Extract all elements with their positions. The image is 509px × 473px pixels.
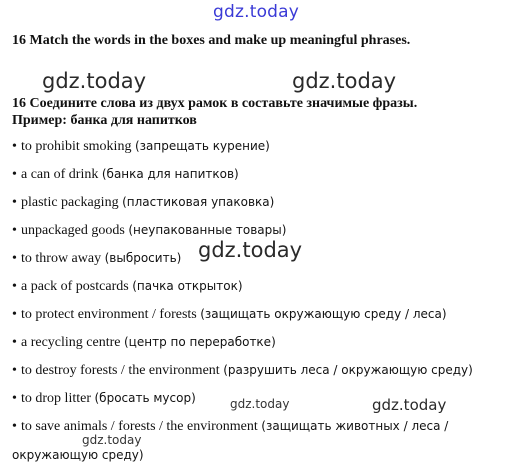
phrase-translation: (банка для напитков) bbox=[101, 167, 239, 181]
phrase-item bbox=[12, 168, 239, 182]
phrase-item bbox=[12, 224, 286, 238]
phrase-english: to drop litter bbox=[21, 391, 91, 406]
bullet: • bbox=[12, 195, 17, 210]
phrase-translation: (неупакованные товары) bbox=[128, 223, 287, 237]
task-heading-english: 16 Match the words in the boxes and make up meaningful phrases. bbox=[12, 33, 411, 48]
phrase-english: a recycling centre bbox=[21, 335, 121, 350]
bullet: • bbox=[12, 223, 17, 238]
phrase-english: plastic packaging bbox=[21, 195, 119, 210]
task-heading-russian: 16 Соедините слова из двух рамок в составьте значимые фразы. bbox=[12, 96, 418, 111]
phrase-english: to prohibit smoking bbox=[21, 139, 132, 154]
bullet: • bbox=[12, 279, 17, 294]
phrase-translation: (защищать окружающую среду / леса) bbox=[200, 307, 447, 321]
phrase-item bbox=[12, 364, 473, 378]
phrase-translation-continuation: окружающую среду) bbox=[12, 448, 144, 462]
bullet: • bbox=[12, 251, 17, 266]
watermark-right: gdz.today bbox=[292, 69, 397, 93]
watermark-left: gdz.today bbox=[42, 69, 147, 93]
phrase-translation: (центр по переработке) bbox=[124, 335, 276, 349]
watermark-center: gdz.today bbox=[198, 238, 303, 262]
phrase-english: a can of drink bbox=[21, 167, 99, 182]
bullet: • bbox=[12, 363, 17, 378]
phrase-english: to save animals / forests / the environment bbox=[21, 419, 258, 434]
phrase-english: to throw away bbox=[21, 251, 102, 266]
watermark-small-1: gdz.today bbox=[230, 397, 290, 411]
bullet: • bbox=[12, 139, 17, 154]
watermark-small-3: gdz.today bbox=[82, 433, 142, 447]
bullet: • bbox=[12, 335, 17, 350]
phrase-translation: (бросать мусор) bbox=[94, 391, 196, 405]
bullet: • bbox=[12, 419, 17, 434]
bullet: • bbox=[12, 307, 17, 322]
phrase-item bbox=[12, 308, 447, 322]
phrase-item bbox=[12, 420, 448, 434]
bullet: • bbox=[12, 167, 17, 182]
phrase-translation: (пластиковая упаковка) bbox=[122, 195, 275, 209]
phrase-english: unpackaged goods bbox=[21, 223, 125, 238]
phrase-item bbox=[12, 280, 243, 294]
phrase-translation: (выбросить) bbox=[104, 251, 182, 265]
phrase-english: a pack of postcards bbox=[21, 279, 129, 294]
watermark-small-2: gdz.today bbox=[372, 396, 447, 414]
phrase-translation: (пачка открыток) bbox=[132, 279, 243, 293]
phrase-item bbox=[12, 196, 274, 210]
phrase-item bbox=[12, 336, 276, 350]
phrase-translation: (разрушить леса / окружающую среду) bbox=[223, 363, 473, 377]
phrase-item bbox=[12, 252, 181, 266]
phrase-item bbox=[12, 140, 270, 154]
phrase-translation: (запрещать курение) bbox=[134, 139, 270, 153]
phrase-item bbox=[12, 392, 196, 406]
phrase-english: to destroy forests / the environment bbox=[21, 363, 220, 378]
phrase-english: to protect environment / forests bbox=[21, 307, 197, 322]
bullet: • bbox=[12, 391, 17, 406]
phrase-translation: (защищать животных / леса / bbox=[261, 419, 449, 433]
watermark-top: gdz.today bbox=[213, 2, 300, 22]
example-line: Пример: банка для напитков bbox=[12, 113, 197, 128]
